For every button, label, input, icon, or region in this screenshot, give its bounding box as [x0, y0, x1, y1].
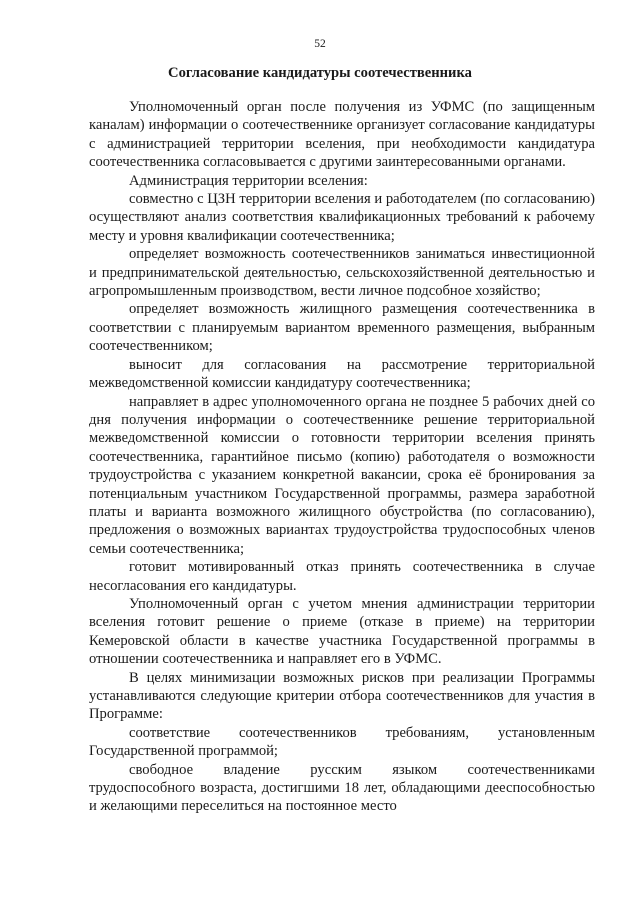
paragraph-admin-item-1: совместно с ЦЗН территории вселения и работодателем (по согласованию) осуществляют анализ соответствия квалификационных требований к рабочему месту и уровня квалификации соотечественника; — [89, 191, 595, 244]
section-title: Согласование кандидатуры соотечественника — [168, 65, 472, 81]
paragraph-criteria-intro: В целях минимизации возможных рисков при реализации Программы устанавливаются следующие критерии отбора соотечественников для участия в Программе: — [89, 669, 595, 723]
paragraph-admin-item-2: определяет возможность соотечественников заниматься инвестиционной и предпринимательской деятельностью, сельскохозяйственной деятельностью и агропромышленным производством, вести личное подсобное хозяйство; — [89, 246, 595, 300]
paragraph-admin-item-5: направляет в адрес уполномоченного органа не позднее 5 рабочих дней со дня получения информации о соотечественнике решение территориальной межведомственной комиссии о готовности территории вселения принять соотечественника, гарантийное письмо (копию) работодателя о возможности трудоустройства с указанием конкретной вакансии, срока её бронирования за потенциальным участником Государственной программы, размера заработной платы и варианта возможного жилищного обустройства (по согласованию), предложения о возможных вариантах трудоустройства трудоспособных членов семьи соотечественника; — [89, 393, 595, 557]
paragraph-criteria-item-1: соответствие соотечественников требованиям, установленным Государственной программой; — [89, 724, 595, 760]
paragraph-intro: Уполномоченный орган после получения из УФМС (по защищенным каналам) информации о соотечественнике организует согласование кандидатуры с администрацией территории вселения, при необходимости кандидатура соотечественника согласовывается с другими заинтересованными органами. — [89, 99, 595, 171]
document-body — [89, 98, 595, 816]
paragraph-admin-item-3: определяет возможность жилищного размещения соотечественника в соответствии с планируемым вариантом временного размещения, выбранным соотечественником; — [89, 301, 595, 355]
paragraph-decision: Уполномоченный орган с учетом мнения администрации территории вселения готовит решение о приеме (отказе в приеме) на территории Кемеровской области в качестве участника Государственной программы в отношении соотечественника и направляет его в УФМС. — [89, 595, 595, 668]
page-number: 52 — [314, 38, 326, 50]
paragraph-admin-item-4: выносит для согласования на рассмотрение территориальной межведомственной комиссии кандидатуру соотечественника; — [89, 356, 595, 392]
paragraph-admin-item-6: готовит мотивированный отказ принять соотечественника в случае несогласования его кандидатуры. — [89, 559, 595, 594]
paragraph-criteria-item-2: свободное владение русским языком соотечественниками трудоспособного возраста, достигшими 18 лет, обладающими дееспособностью и желающими переселиться на постоянное место — [89, 761, 595, 815]
paragraph-admin-heading: Администрация территории вселения: — [129, 172, 368, 189]
